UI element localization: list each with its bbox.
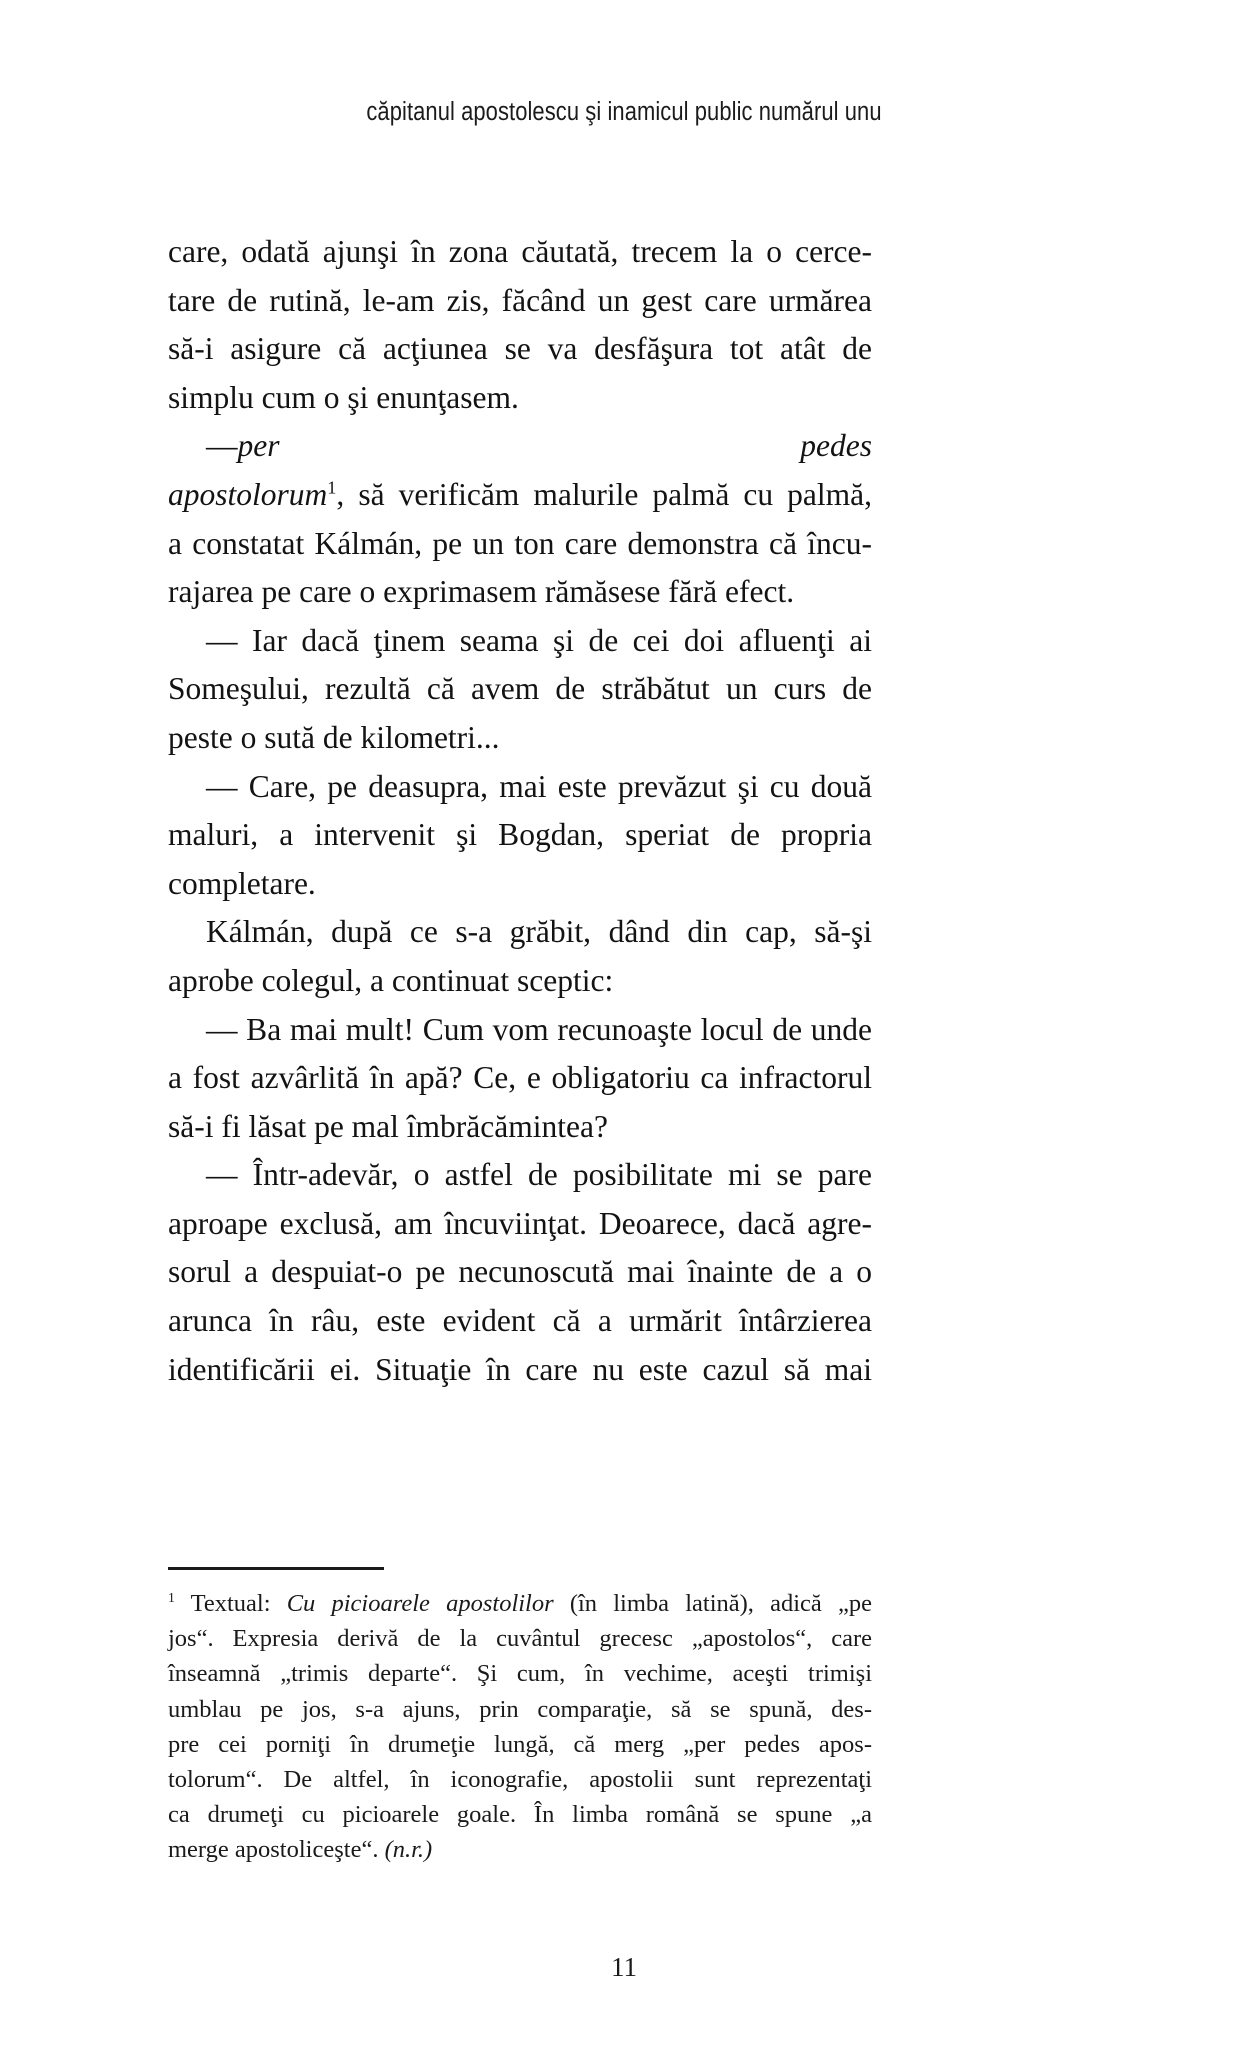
text-line: să-i fi lăsat pe mal îmbrăcămintea? [168, 1108, 608, 1144]
paragraph [168, 1006, 872, 1152]
text-line: să-i asigure că acţiunea se va desfăşura tot atât de [168, 331, 872, 367]
paragraph [168, 908, 872, 1005]
text-line: a constatat Kálmán, pe un ton care demonstra că încu- [168, 525, 872, 561]
footnote-block [168, 1586, 872, 1868]
italic-latin-phrase: per pedes [237, 428, 872, 464]
paragraph [168, 763, 872, 909]
running-header: căpitanul apostolescu şi inamicul public numărul unu [366, 98, 882, 126]
italic-translation-phrase: Cu picioarele apostolilor [286, 1590, 554, 1617]
footnote-line: umblau pe jos, s-a ajuns, prin comparaţie, să se spună, des- [168, 1695, 872, 1723]
footnote-line: tolorum“. De altfel, în iconografie, apostolii sunt reprezentaţi [168, 1766, 872, 1794]
text-line: apostolorum$^1$, să verificăm malurile palmă cu palmă, [168, 476, 872, 512]
paragraph [168, 228, 872, 422]
text-line: aproape exclusă, am încuviinţat. Deoarece, dacă agre- [168, 1205, 872, 1241]
text-line: tare de rutină, le-am zis, făcând un gest care urmărea [168, 282, 872, 318]
text-line: care, odată ajunşi în zona căutată, trecem la o cerce- [168, 234, 872, 269]
footnote-line: ca drumeţi cu picioarele goale. În limba română se spune „a [168, 1801, 872, 1829]
text-line: identificării ei. Situaţie în care nu este cazul să mai [168, 1351, 872, 1387]
page-number: 11 [611, 1952, 637, 1982]
italic-latin-phrase-cont: apostolorum [168, 476, 328, 512]
footnote-marker: 1 [168, 1589, 175, 1605]
text-line: — Într-adevăr, o astfel de posibilitate mi se pare [206, 1157, 872, 1193]
text-line: — Iar dacă ţinem seama şi de cei doi afluenţi ai [206, 622, 872, 658]
text-line: a fost azvârlită în apă? Ce, e obligatoriu ca infractorul [168, 1060, 872, 1096]
footnote-reference[interactable]: 1 [327, 477, 337, 498]
text-line: Someşului, rezultă că avem de străbătut un curs de [168, 671, 872, 707]
footnote-line: merge apostoliceşte“. (n.r.) [168, 1836, 433, 1864]
text-line: peste o sută de kilometri... [168, 719, 500, 755]
footnote-line: pre cei porniţi în drumeţie lungă, că merg „per pedes apos- [168, 1730, 872, 1758]
footnote-line: jos“. Expresia derivă de la cuvântul grecesc „apostolos“, care [168, 1625, 872, 1653]
footnote-signature: (n.r.) [384, 1836, 433, 1864]
paragraph [168, 1151, 872, 1394]
text-line: sorul a despuiat-o pe necunoscută mai înainte de a o [168, 1254, 872, 1290]
text-line: rajarea pe care o exprimasem rămăsese fără efect. [168, 574, 795, 610]
footnote-separator-rule [168, 1567, 384, 1570]
text-line: Kálmán, după ce s-a grăbit, dând din cap, să-şi [206, 914, 872, 950]
text-run: — [206, 428, 238, 464]
text-line: completare. [168, 865, 316, 901]
text-line: arunca în râu, este evident că a urmărit întârzierea [168, 1303, 872, 1339]
text-line: maluri, a intervenit şi Bogdan, speriat de propria [168, 817, 872, 853]
body-text-block [168, 228, 872, 1394]
paragraph [168, 422, 872, 616]
footnote-line: înseamnă „trimis departe“. Şi cum, în vechime, aceşti trimişi [168, 1660, 872, 1688]
text-line: aprobe colegul, a continuat sceptic: [168, 962, 614, 998]
text-line [168, 422, 872, 471]
text-line: — Ba mai mult! Cum vom recunoaşte locul de unde [206, 1011, 872, 1047]
paragraph [168, 617, 872, 763]
text-line: — Care, pe deasupra, mai este prevăzut şi cu două [206, 768, 872, 804]
text-line: simplu cum o şi enunţasem. [168, 379, 519, 415]
footnote-line: $^1$ Textual: Cu picioarele apostolilor (în limba latină), adică „pe [168, 1589, 872, 1617]
